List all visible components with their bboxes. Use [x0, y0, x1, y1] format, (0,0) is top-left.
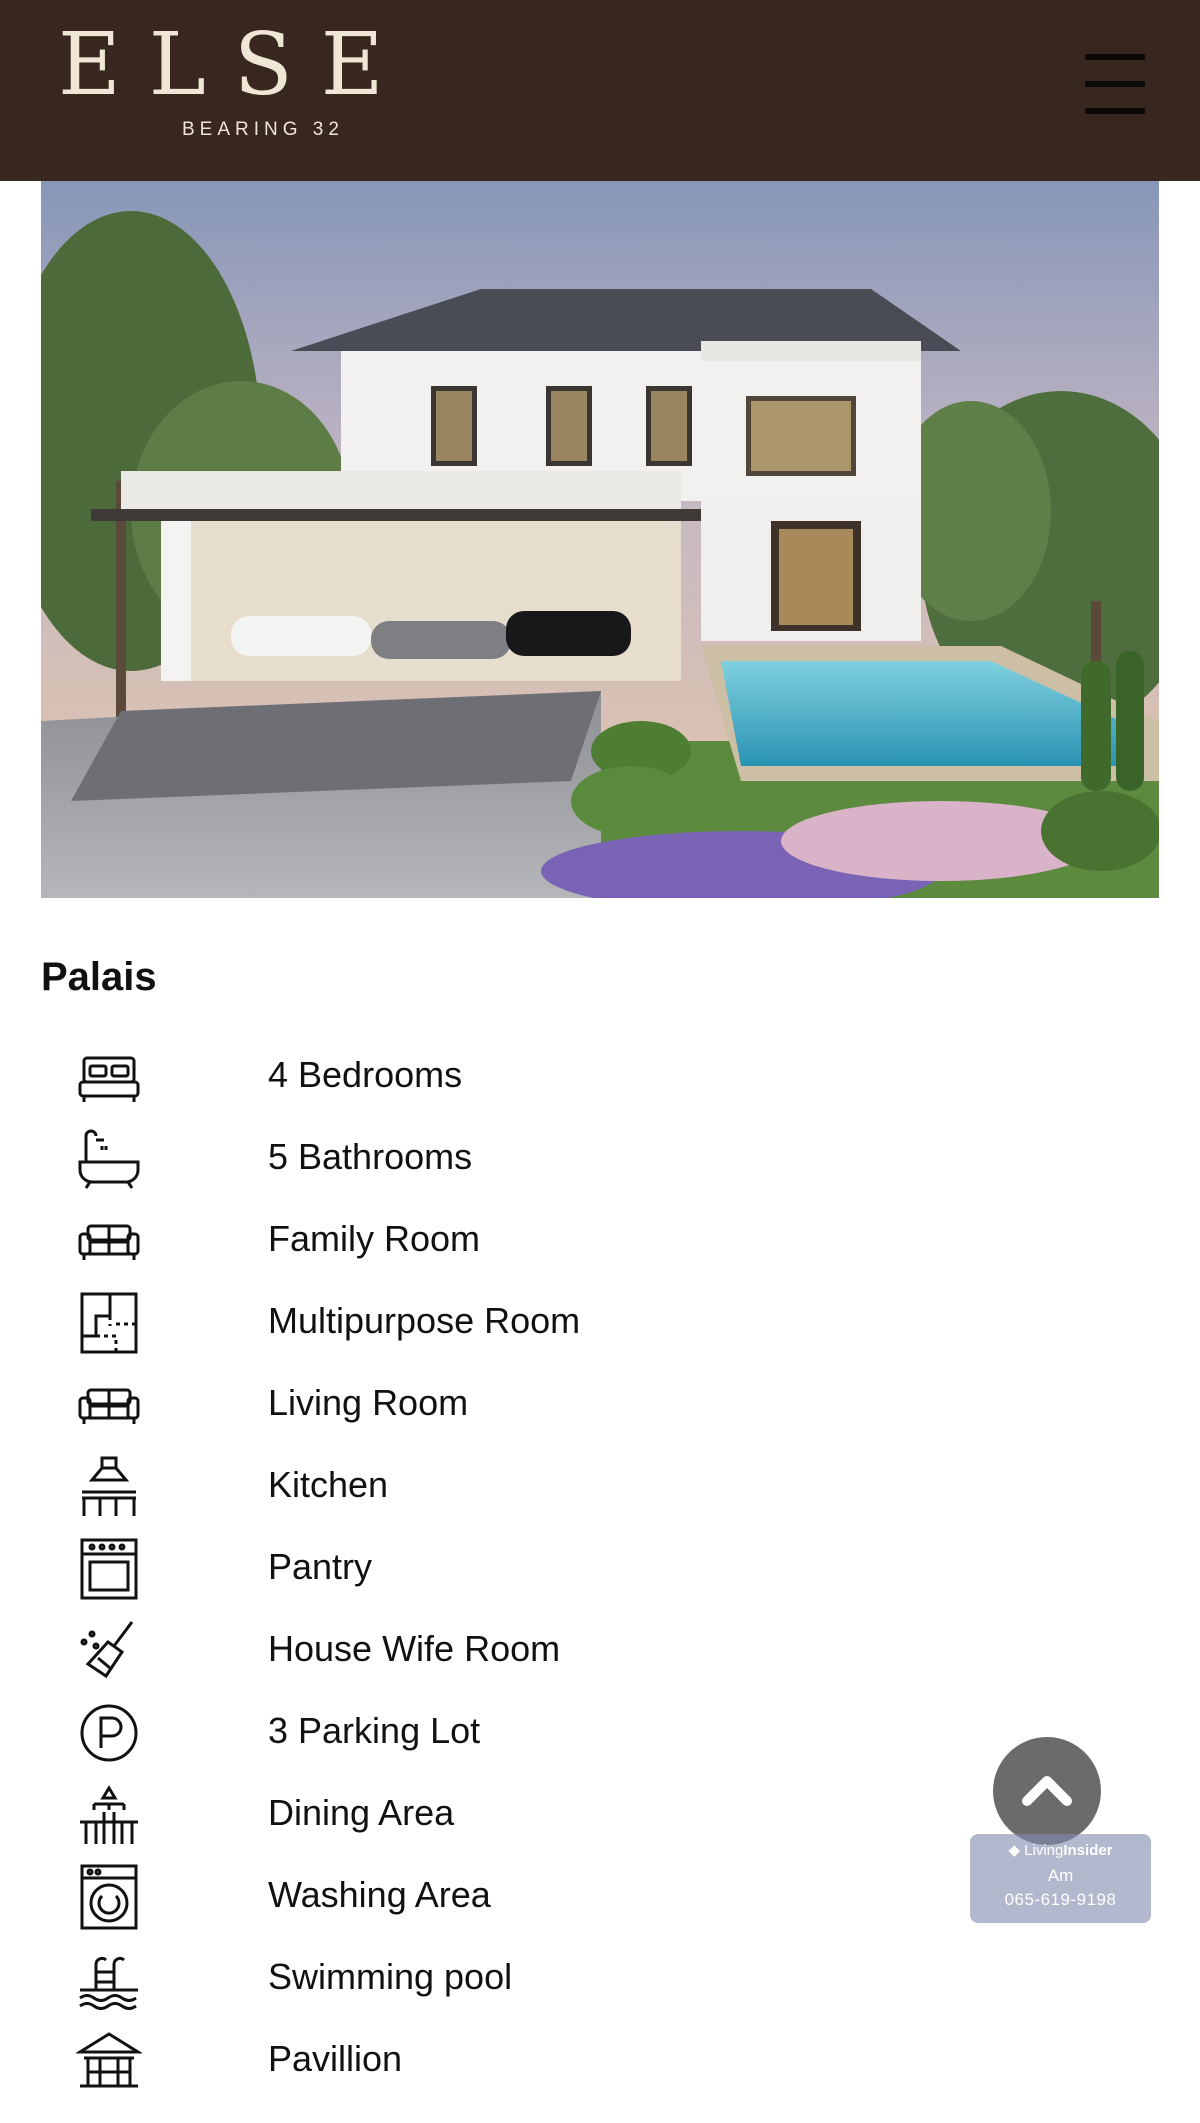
- amenity-label: 3 Parking Lot: [268, 1710, 481, 1751]
- amenity-item: [0, 1610, 1200, 1692]
- scroll-to-top-button[interactable]: [993, 1737, 1101, 1845]
- amenity-label: Pavillion: [268, 2038, 403, 2079]
- pool-ladder-icon: [76, 1946, 142, 2012]
- menu-bar: [1085, 54, 1145, 60]
- amenity-item: [0, 2020, 1200, 2102]
- house-render-image: [41, 181, 1159, 898]
- brand-logo[interactable]: [58, 15, 412, 140]
- pavilion-icon: [76, 2028, 142, 2094]
- amenity-label: 4 Bedrooms: [268, 1054, 463, 1095]
- project-title: Palais: [41, 955, 157, 999]
- agent-phone[interactable]: 065-619-9198: [1004, 1890, 1117, 1909]
- parking-icon: [76, 1700, 142, 1766]
- logo-subtitle: BEARING 32: [182, 119, 344, 140]
- logo-wordmark: ELSE: [58, 15, 412, 115]
- amenity-item: [0, 1118, 1200, 1200]
- amenity-item: [0, 1938, 1200, 2020]
- amenity-label: Pantry: [268, 1546, 373, 1587]
- amenity-label: Washing Area: [268, 1874, 491, 1915]
- amenity-label: 5 Bathrooms: [268, 1136, 473, 1177]
- kitchen-hood-icon: [76, 1454, 142, 1520]
- bathtub-icon: [76, 1126, 142, 1192]
- hamburger-menu-icon[interactable]: [1083, 52, 1147, 116]
- chevron-up-icon: [993, 1737, 1101, 1845]
- amenity-label: Living Room: [268, 1382, 469, 1423]
- floorplan-icon: [76, 1290, 142, 1356]
- amenity-item: [0, 1282, 1200, 1364]
- amenity-item: [0, 1036, 1200, 1118]
- brand-logo-icon: ◆: [1008, 1842, 1020, 1859]
- dining-icon: [76, 1782, 142, 1848]
- agent-contact-card[interactable]: [970, 1834, 1151, 1923]
- amenity-item: [0, 1364, 1200, 1446]
- oven-icon: [76, 1536, 142, 1602]
- amenity-label: Dining Area: [268, 1792, 455, 1833]
- bed-icon: [76, 1044, 142, 1110]
- agent-name: Am: [1047, 1866, 1074, 1885]
- amenity-label: Swimming pool: [268, 1956, 513, 1997]
- sofa-icon: [76, 1208, 142, 1274]
- amenity-item: [0, 1446, 1200, 1528]
- contact-brand: [970, 1841, 1151, 1859]
- brand-bold: Insider: [1063, 1842, 1113, 1859]
- brand-prefix: Living: [1024, 1842, 1064, 1859]
- menu-bar: [1085, 81, 1145, 87]
- amenity-label: Kitchen: [268, 1464, 389, 1505]
- amenity-label: Multipurpose Room: [268, 1300, 581, 1341]
- amenity-item: [0, 1200, 1200, 1282]
- broom-icon: [76, 1618, 142, 1684]
- sofa-icon: [76, 1372, 142, 1438]
- site-header: [0, 0, 1200, 181]
- amenity-label: House Wife Room: [268, 1628, 561, 1669]
- washing-machine-icon: [76, 1864, 142, 1930]
- menu-bar: [1085, 108, 1145, 114]
- amenity-label: Family Room: [268, 1218, 481, 1259]
- amenity-item: [0, 1528, 1200, 1610]
